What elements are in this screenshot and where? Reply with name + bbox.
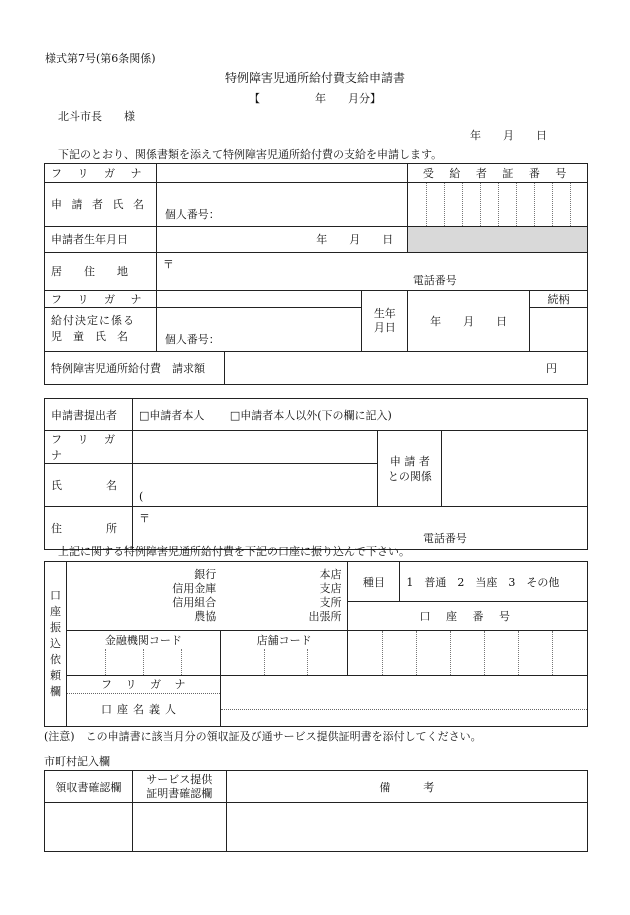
bank-table — [44, 561, 588, 727]
submitter-address-label: 住 所 — [45, 507, 133, 550]
checkbox-self[interactable]: □申請者本人 — [138, 408, 205, 422]
account-number-label: 口 座 番 号 — [348, 602, 588, 631]
receipt-check-label: 領収書確認欄 — [45, 771, 133, 803]
note-text: (注意) この申請書に該当月分の領収証及び通サービス提供証明書を添付してください。 — [44, 730, 482, 743]
addressee: 北斗市長 様 — [58, 110, 135, 123]
account-type-options[interactable]: 1 普通 2 当座 3 その他 — [400, 562, 588, 602]
cert-number-label: 受 給 者 証 番 号 — [408, 164, 588, 183]
inst-code-boxes[interactable] — [66, 649, 220, 676]
remarks-field[interactable] — [226, 803, 587, 852]
bank-side-label: 口 座 振 込 依 頼 欄 — [45, 562, 67, 727]
applicant-table — [44, 163, 588, 385]
gray-cell — [408, 226, 588, 252]
holder-name-label: 口座名義人 — [100, 703, 181, 716]
yen-unit: 円 — [546, 361, 557, 375]
child-personal-number-label: 個人番号： — [164, 332, 220, 346]
applicant-birth-field[interactable]: 年 月 日 — [156, 226, 407, 252]
service-cert-check-label: サービス提供 証明書確認欄 — [132, 771, 226, 803]
submitter-label: 申請書提出者 — [45, 399, 133, 431]
office-table — [44, 770, 588, 852]
applicant-name-field[interactable] — [156, 183, 407, 226]
submitter-furigana-label: フ リ ガ ナ — [45, 431, 133, 464]
paren-mark: ( — [138, 490, 144, 503]
submitter-phone-label: 電話番号 — [422, 532, 467, 545]
submitter-postal-mark: 〒 — [138, 512, 150, 525]
submitter-options — [132, 399, 587, 431]
applicant-furigana-label: フ リ ガ ナ — [45, 164, 157, 183]
child-birth-label: 生年月日 — [362, 291, 408, 352]
form-number: 様式第7号(第6条関係) — [45, 52, 156, 65]
submitter-relation-field[interactable] — [442, 431, 588, 507]
address-label: 居 住 地 — [45, 252, 157, 290]
account-number-boxes[interactable] — [348, 631, 588, 676]
submitter-relation-label: 申 請 者 との関係 — [378, 431, 442, 507]
claim-label: 特例障害児通所給付費 請求額 — [45, 351, 225, 384]
applicant-furigana-field[interactable] — [156, 164, 407, 183]
child-furigana-label: フ リ ガ ナ — [45, 291, 157, 308]
form-title: 特例障害児通所給付費支給申請書 — [224, 71, 405, 85]
account-type-label: 種目 — [348, 562, 400, 602]
submitter-table — [44, 398, 588, 550]
branch-code-label: 店舗コード — [220, 631, 348, 649]
remarks-label: 備 考 — [226, 771, 587, 803]
office-heading: 市町村記入欄 — [44, 755, 110, 768]
holder-field[interactable] — [220, 676, 587, 727]
submitter-name-label: 氏 名 — [45, 464, 133, 507]
checkbox-other[interactable]: □申請者本人以外(下の欄に記入) — [229, 408, 392, 422]
intro-text: 下記のとおり、関係書類を添えて特例障害児通所給付費の支給を申請します。 — [58, 148, 443, 161]
applicant-personal-number-label: 個人番号： — [164, 207, 220, 221]
submitter-address-field[interactable] — [132, 507, 587, 550]
claim-period: 【 年 月分】 — [249, 92, 381, 105]
claim-amount-field[interactable] — [224, 351, 587, 384]
submitter-name-field[interactable] — [132, 464, 377, 507]
receipt-check-field[interactable] — [45, 803, 133, 852]
relation-label: 続柄 — [530, 291, 588, 308]
branch-code-boxes[interactable] — [220, 649, 348, 676]
child-name-field[interactable] — [156, 308, 362, 351]
service-cert-check-field[interactable] — [132, 803, 226, 852]
child-name-label: 給付決定に係る 児 童 氏 名 — [45, 308, 157, 351]
inst-code-label: 金融機関コード — [66, 631, 220, 649]
applicant-phone-label: 電話番号 — [412, 274, 457, 288]
branch-name-field[interactable]: 本店 支店 支所 出張所 — [220, 562, 348, 631]
bank-intro: 上記に関する特例障害児通所給付費を下記の口座に振り込んで下さい。 — [58, 545, 410, 558]
submitter-furigana-field[interactable] — [132, 431, 377, 464]
applicant-name-label: 申 請 者 氏 名 — [45, 183, 157, 226]
child-furigana-field[interactable] — [156, 291, 362, 308]
relation-field[interactable] — [530, 308, 588, 351]
postal-mark: 〒 — [162, 257, 174, 271]
applicant-birth-label: 申請者生年月日 — [45, 226, 157, 252]
institution-name-field[interactable]: 銀行 信用金庫 信用組合 農協 — [66, 562, 220, 631]
holder-furigana-label: フ リ ガ ナ — [67, 676, 220, 694]
address-field[interactable] — [156, 252, 587, 290]
child-birth-field[interactable]: 年 月 日 — [408, 291, 530, 352]
application-date: 年 月 日 — [470, 129, 547, 142]
holder-labels — [66, 676, 220, 727]
cert-number-boxes[interactable] — [408, 183, 588, 226]
